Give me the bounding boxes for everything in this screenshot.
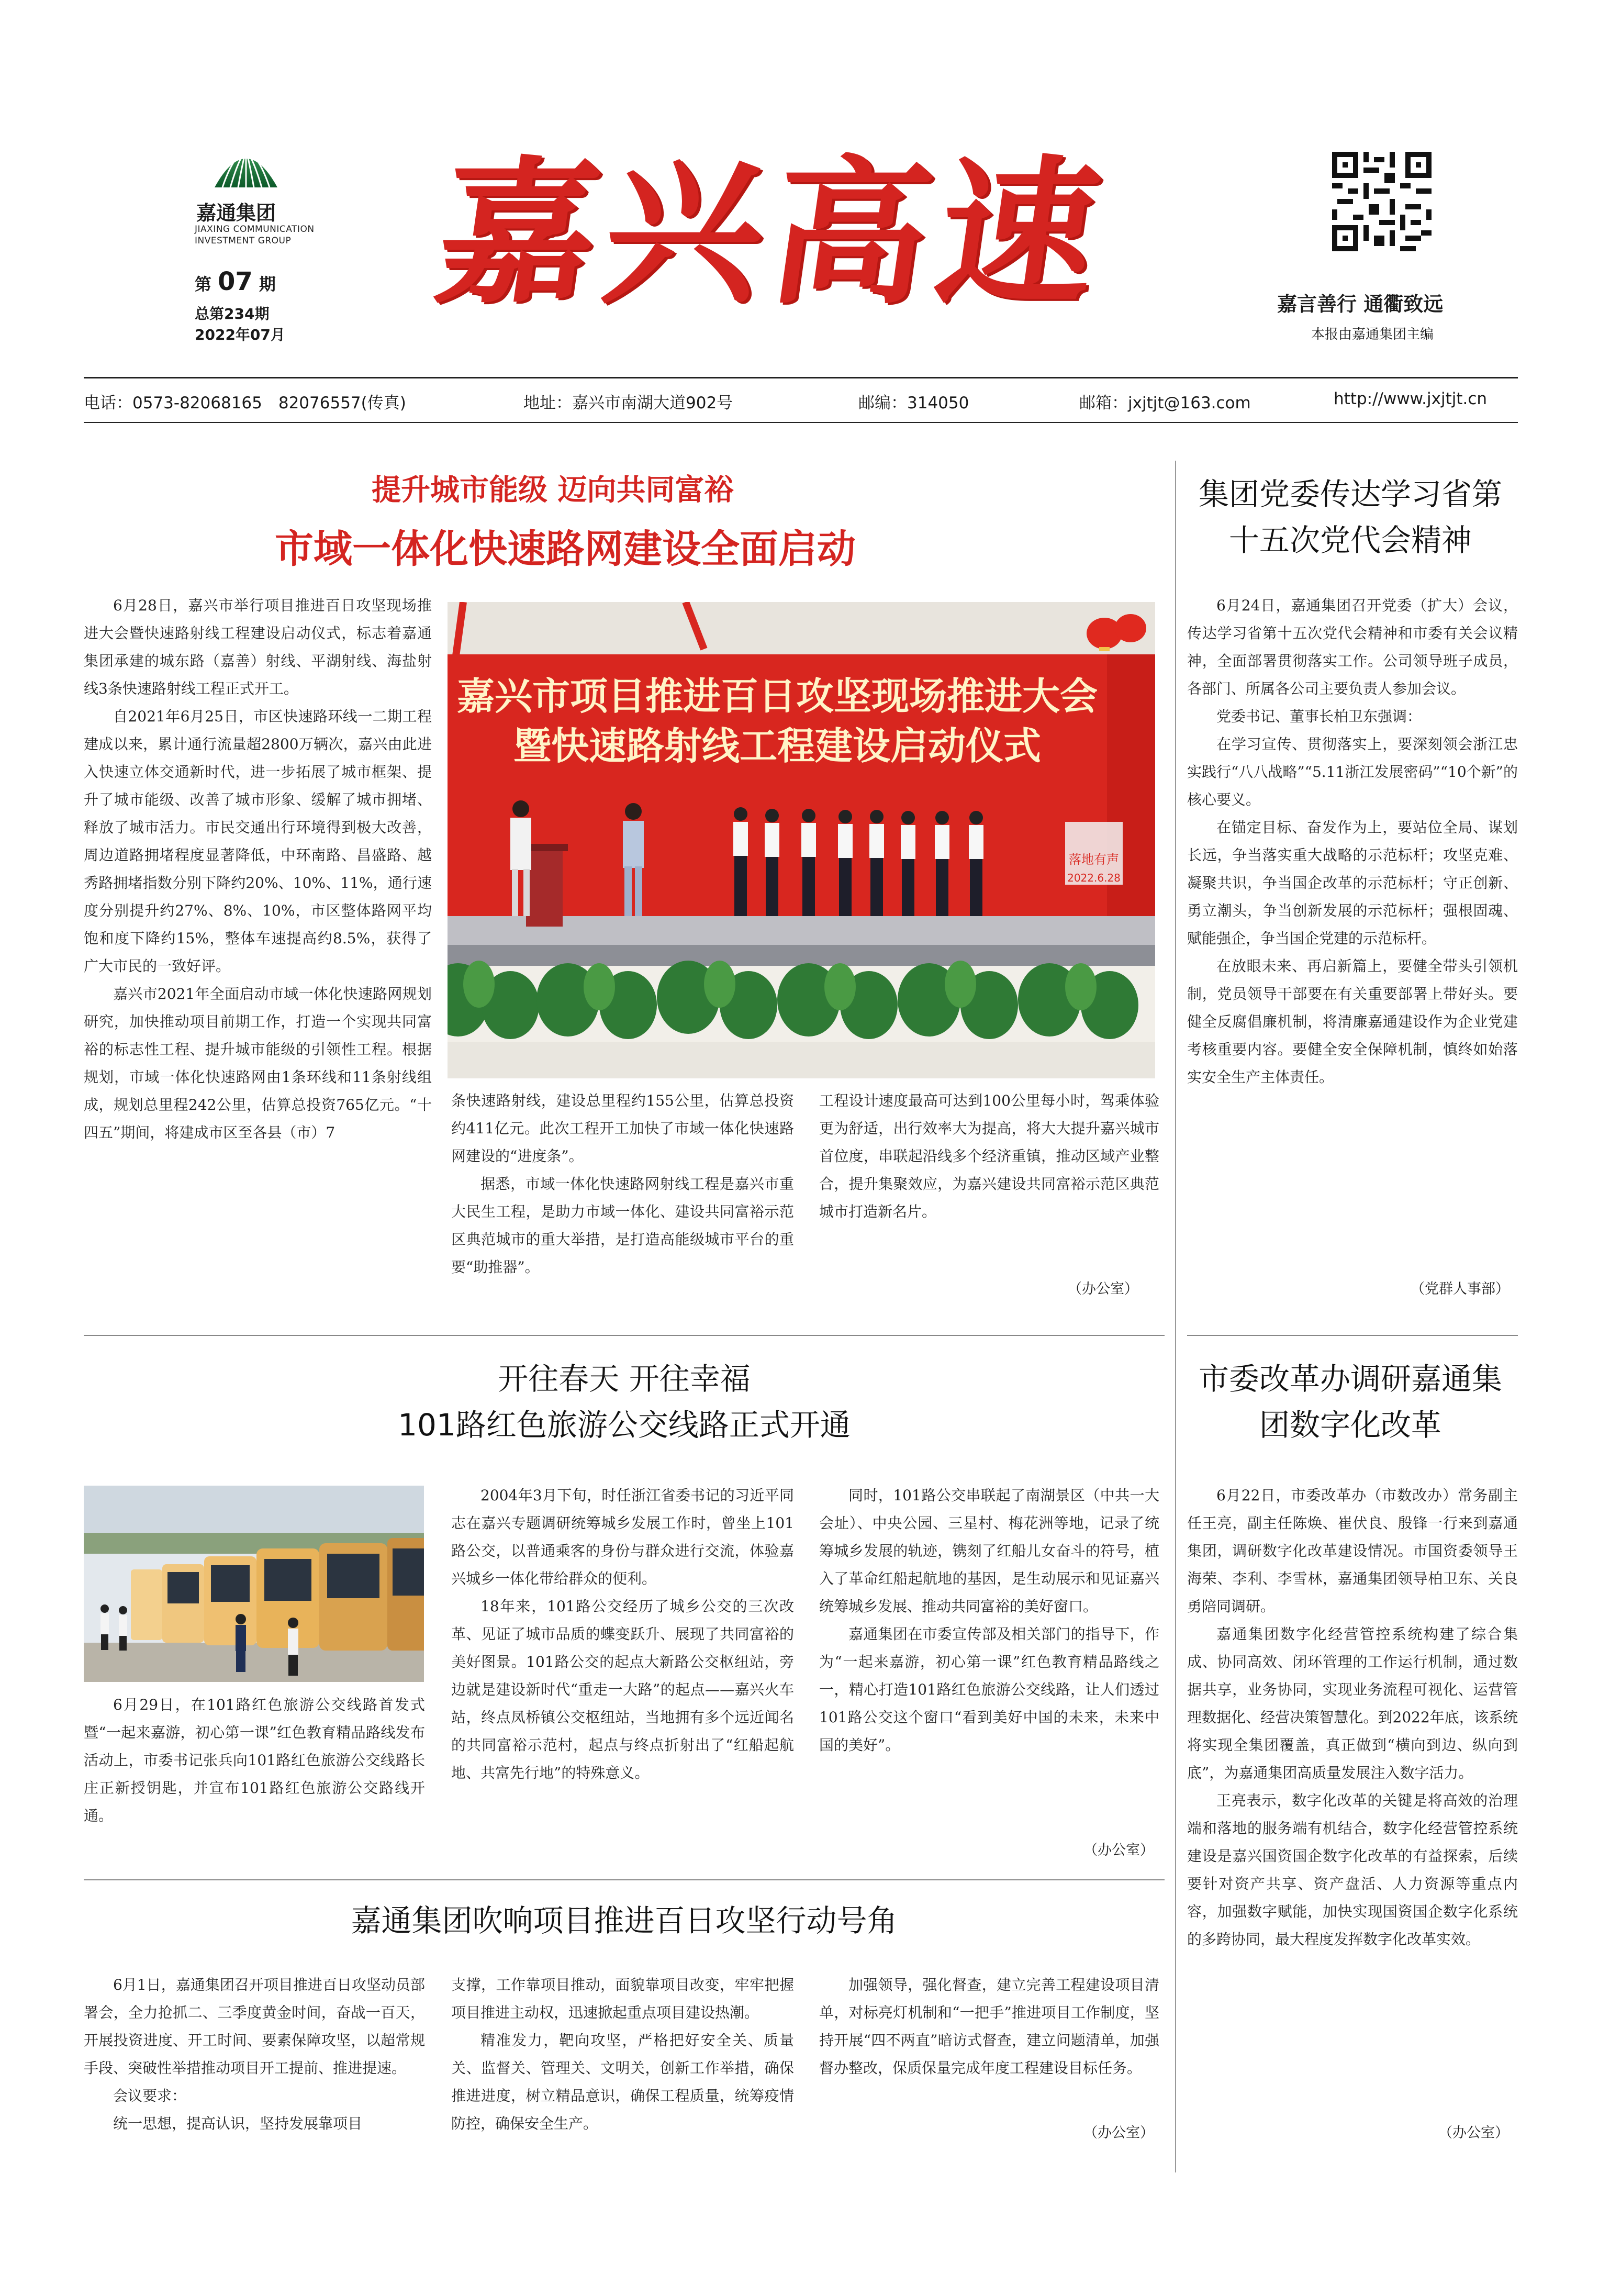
paragraph: 精准发力，靶向攻坚，严格把好安全关、质量关、监督关、管理关、文明关，创新工作举措，确保推进进度，树立精品意识，确保工程质量，统筹疫情防控，确保安全生产。	[451, 2032, 794, 2132]
paragraph: 在放眼未来、再启新篇上，要健全带头引领机制，党员领导干部要在有关重要部署上带好头。要健全反腐倡廉机制，将清廉嘉通建设作为企业党建考核重要内容。要健全安全保障机制，慎终如始落实安全生产主体责任。	[1187, 957, 1518, 1086]
paragraph: 嘉通集团在市委宣传部及相关部门的指导下，作为“一起来嘉游，初心第一课”红色教育精品路线之一，精心打造101路红色旅游公交线路，让人们透过101路公交这个窗口“看到美好中国的未来，未来中国的美好”。	[819, 1625, 1159, 1754]
article2-body	[1187, 592, 1518, 1091]
article5-headline: 嘉通集团吹响项目推进百日攻坚行动号角	[351, 1903, 898, 1938]
contact-website[interactable]: http://www.jxjtjt.cn	[1334, 389, 1488, 408]
logo-english-line-1: JIAXING COMMUNICATION	[195, 224, 315, 235]
paragraph: 王亮表示，数字化改革的关键是将高效的治理端和落地的服务端有机结合，数字化经营管控系统建设是嘉兴国资国企数字化改革的有益探索，后续要针对资产共享、资产盘活、人力资源等重点内容，加强数字赋能，加快实现国资国企数字化系统的多跨协同，最大程度发挥数字化改革实效。	[1187, 1792, 1518, 1948]
paragraph: 据悉，市域一体化快速路网射线工程是嘉兴市重大民生工程，是助力市域一体化、建设共同富裕示范区典范城市的重大举措，是打造高能级城市平台的重要“助推器”。	[451, 1175, 794, 1276]
paragraph: 6月1日，嘉通集团召开项目推进百日攻坚动员部署会，全力抢抓二、三季度黄金时间，奋战一百天，开展投资进度、开工时间、要素保障攻坚，以超常规手段、突破性举措推动项目开工提前、推进提速。	[84, 1976, 425, 2077]
photo-side-text: 落地有声	[1069, 852, 1119, 867]
issue-prefix: 第	[195, 274, 212, 294]
section-rule	[1187, 1335, 1518, 1336]
article5-col1	[84, 1971, 425, 2137]
paragraph: 加强领导，强化督查，建立完善工程建设项目清单，对标亮灯机制和“一把手”推进项目工作制度，坚持开展“四不两直”暗访式督查，建立问题清单，加强督办整改，保质保量完成年度工程建设目标任务。	[819, 1976, 1159, 2077]
paragraph: 会议要求：	[113, 2087, 187, 2104]
paragraph: 6月24日，嘉通集团召开党委（扩大）会议，传达学习省第十五次党代会精神和市委有关会议精神，全面部署贯彻落实工作。公司领导班子成员，各部门、所属各公司主要负责人参加会议。	[1187, 597, 1518, 697]
qr-code-icon[interactable]	[1332, 152, 1432, 251]
article3-col3	[819, 1481, 1159, 1759]
paragraph: 条快速路射线，建设总里程约155公里，估算总投资约411亿元。此次工程开工加快了市域一体化快速路网建设的“进度条”。	[451, 1092, 794, 1165]
paragraph: 2004年3月下旬，时任浙江省委书记的习近平同志在嘉兴专题调研统筹城乡发展工作时，曾坐上101路公交，以普通乘客的身份与群众进行交流，体验嘉兴城乡一体化带给群众的便利。	[451, 1487, 794, 1587]
photo-banner-line-2: 暨快速路射线工程建设启动仪式	[513, 724, 1042, 768]
paragraph: 自2021年6月25日，市区快速路环线一二期工程建成以来，累计通行流量超2800万辆次，嘉兴由此进入快速立体交通新时代，进一步拓展了城市框架、提升了城市能级、改善了城市形象、缓解了城市拥堵、释放了城市活力。市民交通出行环境得到极大改善，周边道路拥堵程度显著降低，中环南路、昌盛路、越秀路拥堵指数分别下降约20%、10%、11%，通行速度分别提升约27%、8%、10%，市区整体路网平均饱和度下降约15%，整体车速提高约8.5%，获得了广大市民的一致好评。	[84, 708, 432, 975]
issue-number-line	[195, 267, 276, 296]
article5-col2	[451, 1971, 794, 2137]
ceremony-photo	[448, 602, 1155, 1078]
slogan: 嘉言善行 通衢致远	[1277, 293, 1444, 316]
article5-signoff: （办公室）	[1083, 2125, 1154, 2141]
issue-date: 2022年07月	[195, 326, 285, 343]
contact-phone: 电话：0573-82068165 82076557(传真)	[84, 394, 406, 413]
paragraph: 在学习宣传、贯彻落实上，要深刻领会浙江忠实践行“八八战略”“5.11浙江发展密码”“10个新”的核心要义。	[1187, 735, 1518, 808]
paragraph: 6月29日，在101路红色旅游公交线路首发式暨“一起来嘉游，初心第一课”红色教育精品路线发布活动上，市委书记张兵向101路红色旅游公交线路长庄正新授钥匙，并宣布101路红色旅游公交路线开通。	[84, 1696, 425, 1824]
article4-signoff: （办公室）	[1438, 2125, 1509, 2141]
contact-postcode: 邮编：314050	[858, 394, 969, 413]
newspaper-title: 嘉兴高速	[427, 140, 1119, 325]
masthead-rule	[84, 377, 1518, 378]
article1-headline: 市域一体化快速路网建设全面启动	[275, 527, 856, 572]
contact-rule	[84, 422, 1518, 423]
paragraph: 工程设计速度最高可达到100公里每小时，驾乘体验更为舒适，出行效率大为提高，将大大提升嘉兴城市首位度，串联起沿线多个经济重镇，推动区域产业整合，提升集聚效应，为嘉兴建设共同富裕示范区典范城市打造新名片。	[819, 1092, 1159, 1220]
photo-banner-line-1: 嘉兴市项目推进百日攻坚现场推进大会	[456, 674, 1098, 718]
photo-side-date: 2022.6.28	[1067, 872, 1121, 884]
paragraph: 统一思想，提高认识，坚持发展靠项目	[113, 2115, 363, 2132]
article4-headline: 市委改革办调研嘉通集团数字化改革	[1198, 1361, 1502, 1443]
paragraph: 党委书记、董事长柏卫东强调：	[1216, 708, 1422, 725]
article3-col1	[84, 1691, 425, 1830]
article3-col2	[451, 1481, 794, 1787]
section-rule	[84, 1879, 1165, 1880]
article2-headline: 集团党委传达学习省第十五次党代会精神	[1198, 476, 1502, 558]
section-rule	[84, 1335, 1165, 1336]
issue-suffix: 期	[259, 274, 276, 294]
editor-note: 本报由嘉通集团主编	[1311, 327, 1434, 342]
article1-kicker: 提升城市能级 迈向共同富裕	[372, 473, 734, 507]
article3-headline-line-1: 开往春天 开往幸福	[498, 1361, 751, 1397]
contact-address: 地址：嘉兴市南湖大道902号	[523, 394, 733, 413]
issue-number: 07	[218, 267, 253, 296]
group-logo-icon	[212, 140, 280, 191]
paragraph: 同时，101路公交串联起了南湖景区（中共一大会址）、中央公园、三星村、梅花洲等地，记录了统筹城乡发展的轨迹，镌刻了红船儿女奋斗的符号，植入了革命红船起航地的基因，是生动展示和见证嘉兴统筹城乡发展、推动共同富裕的美好窗口。	[819, 1487, 1159, 1615]
logo-english-line-2: INVESTMENT GROUP	[195, 236, 292, 246]
article1-col3	[819, 1087, 1159, 1225]
article4-body	[1187, 1481, 1518, 1953]
logo-chinese-name: 嘉通集团	[196, 202, 276, 225]
paragraph: 嘉通集团数字化经营管控系统构建了综合集成、协同高效、闭环管理的工作运行机制，通过数据共享，业务协同，实现业务流程可视化、运营管理数据化、经营决策智慧化。到2022年底，该系统将实现全集团覆盖，真正做到“横向到边、纵向到底”，为嘉通集团高质量发展注入数字活力。	[1187, 1625, 1518, 1781]
paragraph: 6月28日，嘉兴市举行项目推进百日攻坚现场推进大会暨快速路射线工程建设启动仪式，标志着嘉通集团承建的城东路（嘉善）射线、平湖射线、海盐射线3条快速路射线工程正式开工。	[84, 597, 432, 697]
article1-col2	[451, 1087, 794, 1281]
article5-col3	[819, 1971, 1159, 2082]
article3-signoff: （办公室）	[1083, 1842, 1154, 1858]
section-divider	[1175, 461, 1176, 2172]
paragraph: 在锚定目标、奋发作为上，要站位全局、谋划长远，争当落实重大战略的示范标杆；攻坚克难、凝聚共识，争当国企改革的示范标杆；守正创新、勇立潮头，争当创新发展的示范标杆；强根固魂、赋能强企，争当国企党建的示范标杆。	[1187, 819, 1518, 947]
paragraph: 支撑，工作靠项目推动，面貌靠项目改变，牢牢把握项目推进主动权，迅速掀起重点项目建设热潮。	[451, 1976, 794, 2021]
paragraph: 18年来，101路公交经历了城乡公交的三次改革、见证了城市品质的蝶变跃升、展现了共同富裕的美好图景。101路公交的起点大新路公交枢纽站，旁边就是建设新时代“重走一大路”的起点——嘉兴火车站，终点凤桥镇公交枢纽站，当地拥有多个远近闻名的共同富裕示范村，起点与终点折射出了“红船起航地、共富先行地”的特殊意义。	[451, 1598, 794, 1781]
article1-col1	[84, 592, 432, 1146]
article3-headline	[84, 1356, 1165, 1448]
total-issue: 总第234期	[195, 305, 270, 322]
contact-email[interactable]: 邮箱：jxjtjt@163.com	[1079, 394, 1251, 413]
article3-headline-line-2: 101路红色旅游公交线路正式开通	[398, 1407, 851, 1443]
article2-signoff: （党群人事部）	[1411, 1281, 1509, 1297]
paragraph: 6月22日，市委改革办（市数改办）常务副主任王亮，副主任陈焕、崔伏良、殷锋一行来到嘉通集团，调研数字化改革建设情况。市国资委领导王海荣、李利、李雪林，嘉通集团领导柏卫东、关良勇陪同调研。	[1187, 1487, 1518, 1615]
article1-signoff: （办公室）	[1068, 1281, 1138, 1297]
bus-photo	[84, 1486, 424, 1682]
paragraph: 嘉兴市2021年全面启动市域一体化快速路网规划研究，加快推动项目前期工作，打造一个实现共同富裕的标志性工程、提升城市能级的引领性工程。根据规划，市域一体化快速路网由1条环线和11条射线组成，规划总里程242公里，估算总投资765亿元。“十四五”期间，将建成市区至各县（市）7	[84, 985, 432, 1141]
